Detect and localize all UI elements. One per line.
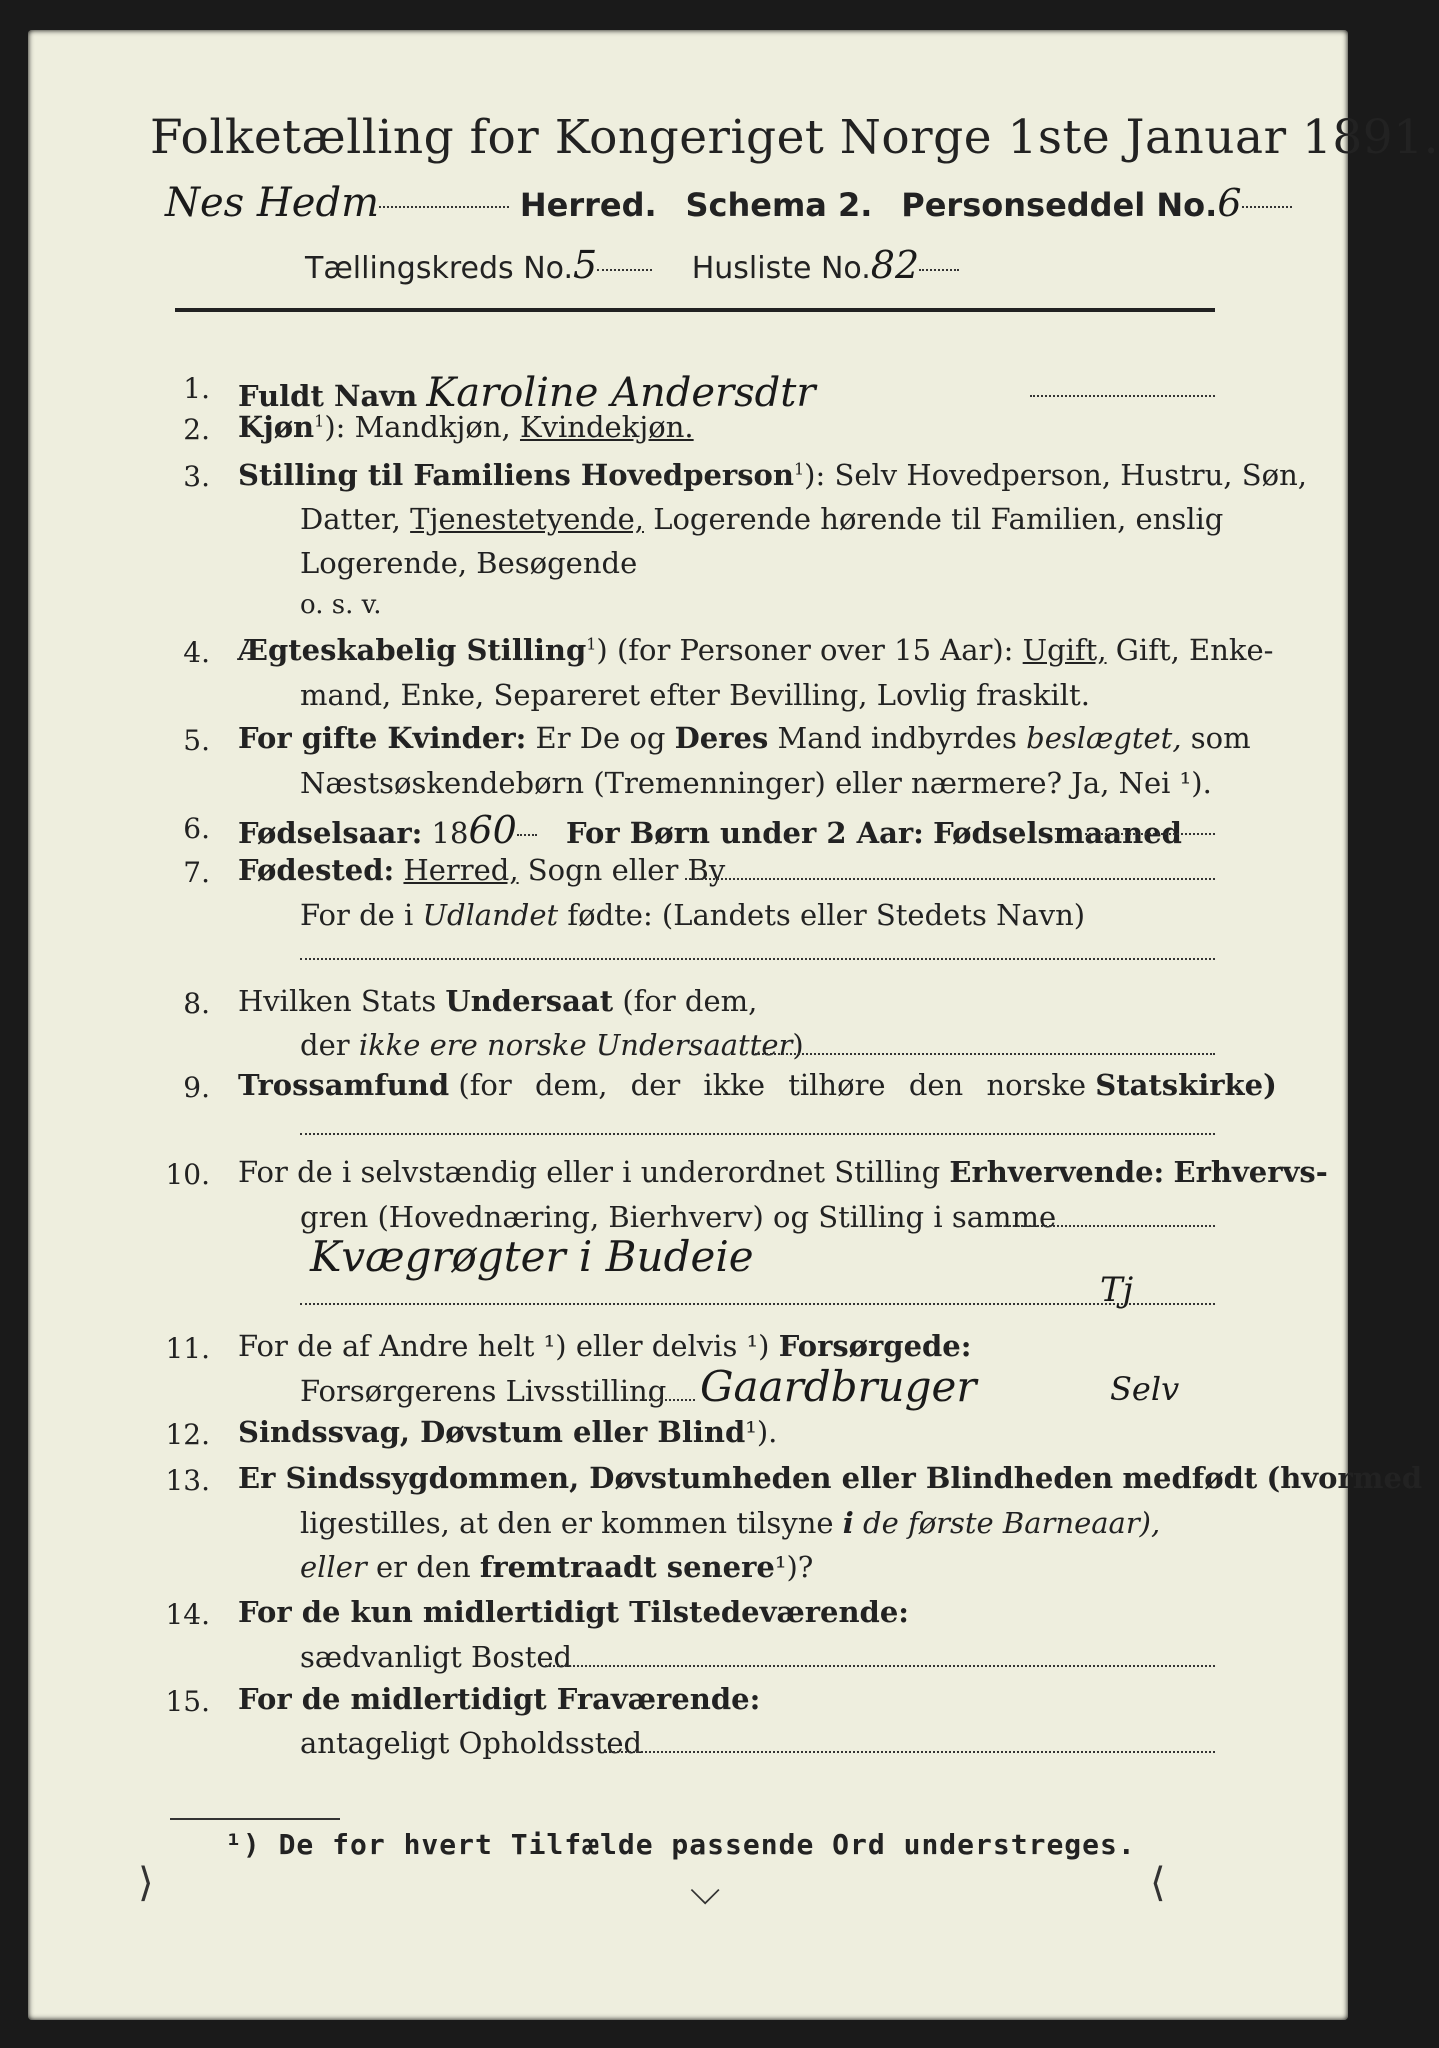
position-selected: Tjenestetyende, <box>410 502 644 536</box>
item-12 <box>238 1415 777 1449</box>
position-options: ): Selv Hovedperson, Hustru, Søn, <box>804 458 1307 492</box>
item-3-line-1 <box>238 458 1307 492</box>
item-2 <box>238 410 694 444</box>
position-label: Stilling til Familiens Hovedperson <box>238 458 794 492</box>
item-number: 1. <box>183 372 210 405</box>
q5-text: beslægtet, <box>1026 721 1182 755</box>
birth-year-prefix: 18 <box>431 816 469 850</box>
provider-label: Forsørgerens Livsstilling <box>300 1374 667 1408</box>
citizenship-label: Undersaat <box>445 984 614 1018</box>
item-3-line-2 <box>300 502 1223 536</box>
footnote-text: ¹) De for hvert Tilfælde passende Ord understreges. <box>225 1828 1136 1861</box>
dotted-line <box>685 878 1215 880</box>
disability-onset-text: ligestilles, at den er kommen tilsyne <box>300 1506 834 1540</box>
probable-residence-label: antageligt Opholdssted <box>300 1726 643 1760</box>
birthplace-label: Fødested: <box>238 853 395 887</box>
item-number: 5. <box>183 724 210 757</box>
corner-mark: ⌵ <box>690 1868 721 1914</box>
dotted-line <box>300 1303 1215 1305</box>
corner-mark: ⟩ <box>138 1860 154 1906</box>
dotted-line <box>300 1133 1215 1135</box>
item-13-line-2 <box>300 1506 1160 1540</box>
occupation-label: Erhvervs- <box>1173 1155 1328 1189</box>
footnote-ref: ¹)? <box>774 1550 814 1584</box>
occupation-text: For de i selvstændig eller i underordnet Stilling <box>238 1155 941 1189</box>
position-option-text: Logerende, Besøgende <box>300 546 638 580</box>
item-13-line-3 <box>300 1550 813 1584</box>
item-13-line-1 <box>238 1461 1422 1495</box>
item-14 <box>238 1595 909 1629</box>
dotted-line <box>755 1053 1215 1055</box>
citizenship-text: der <box>300 1028 350 1062</box>
item-8-line-2: der ikke ere norske Undersaatter) <box>300 1028 804 1062</box>
birth-year-value: 60 <box>468 808 517 852</box>
item-7-line-2 <box>300 898 1085 932</box>
q5-text: Er De og <box>535 721 666 755</box>
disability-onset-text: fremtraadt senere <box>479 1550 775 1584</box>
herred-line <box>165 180 1292 226</box>
disability-onset-text: eller <box>300 1550 367 1584</box>
religion-text: Statskirke) <box>1095 1068 1277 1102</box>
personseddel-label: Personseddel No. <box>901 186 1218 224</box>
herred-value: Nes Hedm <box>165 180 380 226</box>
birthplace-selected: Herred, <box>403 853 519 887</box>
item-number: 14. <box>165 1598 210 1631</box>
occupation-mark: Tj <box>1100 1270 1134 1310</box>
position-option-text: Datter, <box>300 502 401 536</box>
footnote-ref: 1 <box>586 634 597 654</box>
dotted-line <box>640 1399 695 1401</box>
supported-text: For de af Andre helt ¹) eller delvis ¹) <box>238 1329 770 1363</box>
dotted-line <box>1085 833 1215 835</box>
citizenship-text: ikke ere norske Undersaatter <box>358 1028 793 1062</box>
item-4-line-1 <box>238 633 1273 667</box>
birth-month-label: Fødselsmaaned <box>933 816 1182 850</box>
item-number: 13. <box>165 1464 210 1497</box>
sex-selected: Kvindekjøn. <box>519 410 694 444</box>
q5-text: Mand indbyrdes <box>777 721 1017 755</box>
disability-label: Sindssvag, Døvstum eller Blind <box>238 1415 746 1449</box>
marital-label: Ægteskabelig Stilling <box>238 633 587 667</box>
foreign-born-text: fødte: (Landets eller Stedets Navn) <box>567 898 1086 932</box>
item-number: 2. <box>183 413 210 446</box>
position-option-text: Logerende hørende til Familien, enslig <box>653 502 1224 536</box>
item-11-line-1 <box>238 1329 971 1363</box>
footnote-ref: ¹). <box>745 1415 778 1449</box>
name-label: Fuldt Navn <box>238 379 418 413</box>
item-number: 4. <box>183 636 210 669</box>
dotted-line <box>1000 1225 1215 1227</box>
form-title: Folketælling for Kongeriget Norge 1ste Januar 1891. <box>150 110 1439 165</box>
kreds-value: 5 <box>573 243 598 287</box>
item-7-line-1 <box>238 853 725 887</box>
marital-options: Gift, Enke- <box>1115 633 1274 667</box>
q5-text: Næstsøskendebørn (Tremenninger) eller nærmere? Ja, Nei ¹). <box>300 766 1212 800</box>
corner-mark: ⟨ <box>1150 1860 1166 1906</box>
item-number: 7. <box>183 856 210 889</box>
q5-text: Deres <box>674 721 769 755</box>
disability-onset-text: (hvormed <box>1266 1461 1423 1495</box>
dotted-line <box>605 1751 1215 1753</box>
kreds-line <box>305 243 959 287</box>
item-6 <box>238 808 1182 852</box>
item-number: 3. <box>183 460 210 493</box>
occupation-text: gren (Hovednæring, Bierhverv) og Stilling i samme <box>300 1200 1057 1234</box>
married-women-label: For gifte Kvinder: <box>238 721 527 755</box>
marital-options: mand, Enke, Separeret efter Bevilling, Lovlig fraskilt. <box>300 678 1090 712</box>
supported-label: Forsørgede: <box>778 1329 972 1363</box>
citizenship-text: (for dem, <box>622 984 758 1018</box>
disability-onset-text: medfødt <box>1122 1461 1258 1495</box>
sex-options: ): Mandkjøn, <box>324 410 511 444</box>
footnote-ref: 1 <box>314 411 325 431</box>
provider-value: Gaardbruger <box>700 1362 977 1411</box>
name-value: Karoline Andersdtr <box>426 370 816 416</box>
item-number: 15. <box>165 1685 210 1718</box>
provider-mark: Selv <box>1110 1370 1180 1408</box>
marital-selected: Ugift, <box>1022 633 1107 667</box>
dotted-line <box>545 1665 1215 1667</box>
item-number: 8. <box>183 987 210 1020</box>
footnote-divider <box>170 1818 340 1820</box>
dotted-line <box>1030 395 1215 397</box>
foreign-born-text: For de i <box>300 898 414 932</box>
disability-onset-text: i <box>842 1506 854 1540</box>
husliste-label: Husliste No. <box>691 251 871 286</box>
kreds-label: Tællingskreds No. <box>305 251 573 286</box>
q5-text: som <box>1190 721 1251 755</box>
footnote-ref: 1 <box>793 459 805 479</box>
schema-label: Schema 2. <box>685 186 873 224</box>
disability-onset-text: er den <box>375 1550 471 1584</box>
religion-text: (for dem, der ikke tilhøre den norske <box>458 1068 1087 1102</box>
usual-residence-label: sædvanligt Bosted <box>300 1640 573 1674</box>
temporary-absent-label: For de midlertidigt Fraværende: <box>238 1682 761 1716</box>
item-5-line-1 <box>238 721 1251 755</box>
husliste-value: 82 <box>870 243 920 287</box>
herred-label: Herred. <box>519 186 657 224</box>
disability-onset-text: Er Sindssygdommen, Døvstumheden eller Blindheden <box>238 1461 1114 1495</box>
disability-onset-text: de første Barneaar), <box>863 1506 1161 1540</box>
dotted-line <box>300 958 1215 960</box>
sex-label: Kjøn <box>238 410 315 444</box>
birthplace-options: Sogn eller By <box>527 853 726 887</box>
header-divider <box>175 308 1215 312</box>
census-form-sheet <box>28 30 1348 2020</box>
birth-year-label: Fødselsaar: <box>238 816 423 850</box>
temporary-present-label: For de kun midlertidigt Tilstedeværende: <box>238 1595 909 1629</box>
item-number: 12. <box>165 1418 210 1451</box>
item-number: 11. <box>165 1332 210 1365</box>
foreign-born-text: Udlandet <box>422 898 559 932</box>
position-option-text: o. s. v. <box>300 590 382 620</box>
item-number: 9. <box>183 1071 210 1104</box>
personseddel-value: 6 <box>1217 181 1242 225</box>
item-8-line-1 <box>238 984 757 1018</box>
item-10-line-1 <box>238 1155 1328 1189</box>
birth-month-label: For Børn under 2 Aar: <box>566 816 924 850</box>
citizenship-text: Hvilken Stats <box>238 984 437 1018</box>
occupation-value: Kvægrøgter i Budeie <box>310 1232 754 1281</box>
occupation-label: Erhvervende: <box>949 1155 1165 1189</box>
item-15 <box>238 1682 760 1716</box>
item-number: 6. <box>183 812 210 845</box>
item-9 <box>238 1068 1277 1102</box>
item-number: 10. <box>165 1158 210 1191</box>
religion-label: Trossamfund <box>238 1068 450 1102</box>
marital-note: ) (for Personer over 15 Aar): <box>596 633 1014 667</box>
